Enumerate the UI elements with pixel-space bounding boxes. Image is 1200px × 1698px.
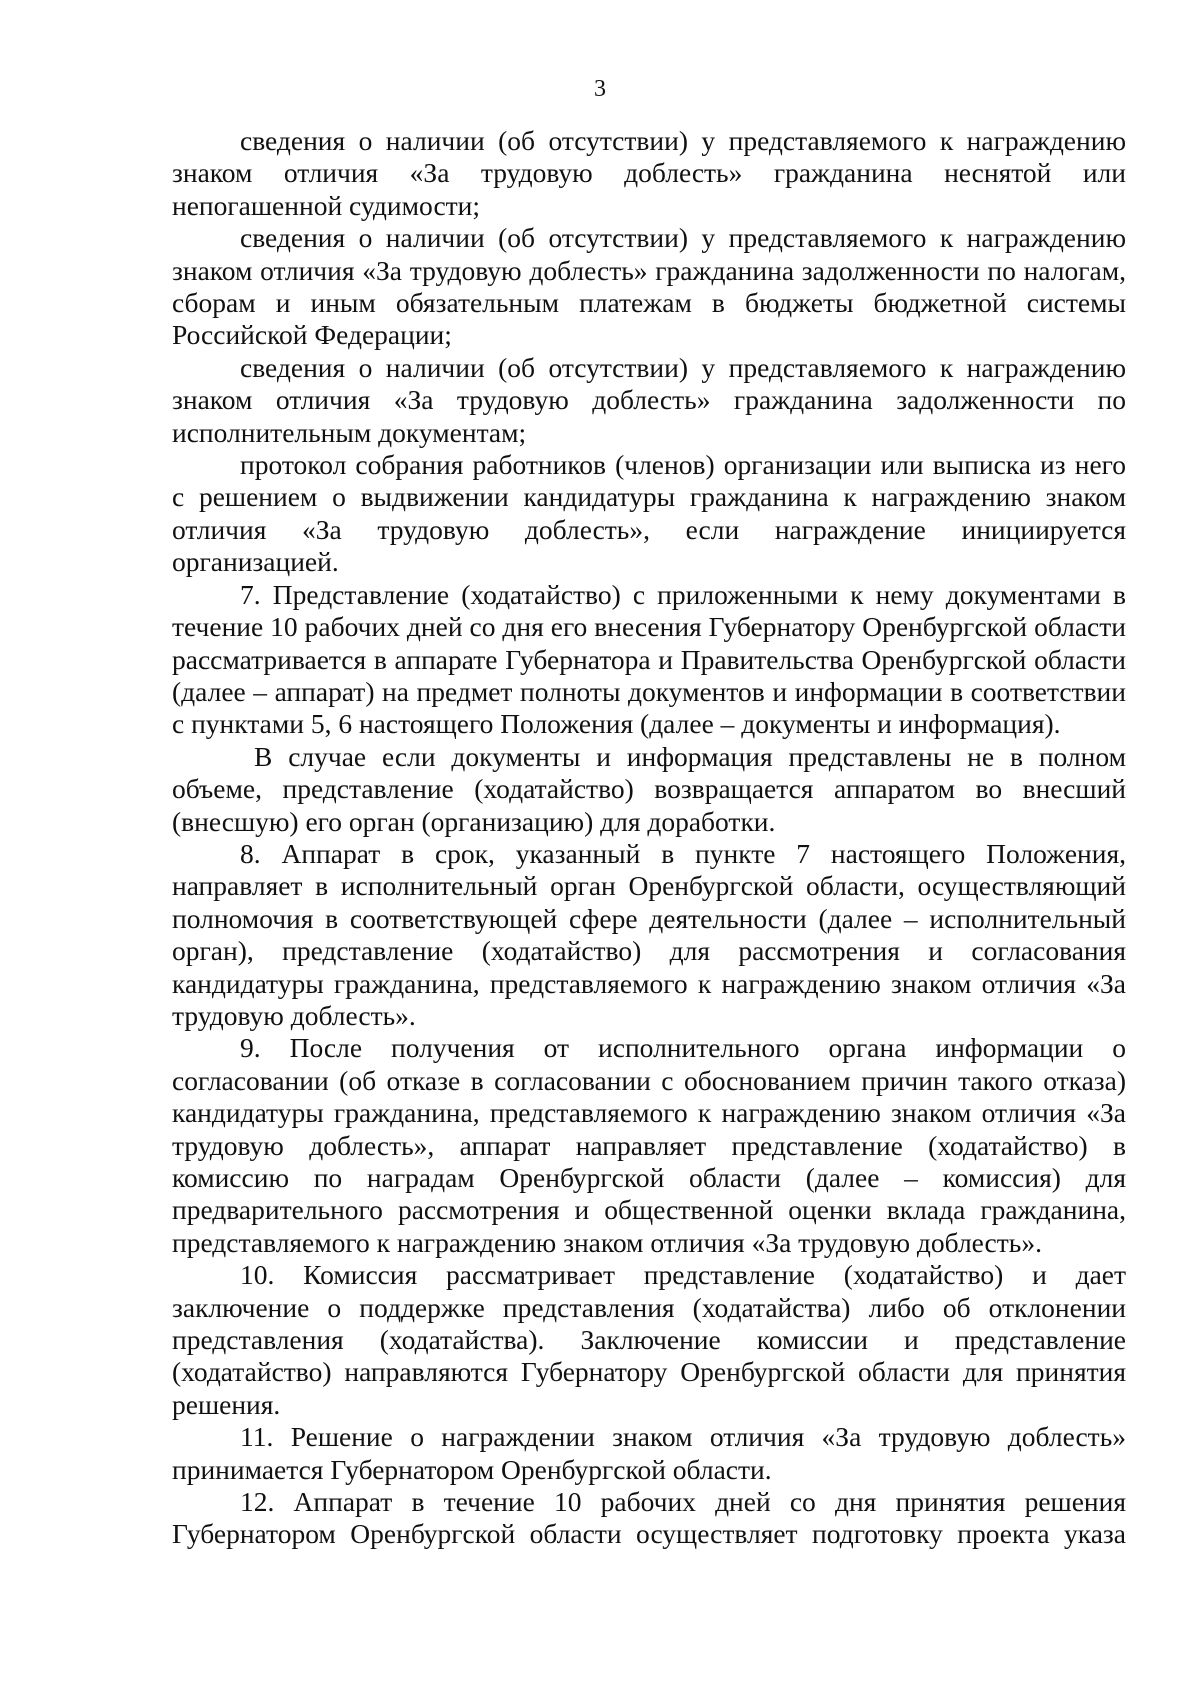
page-number: 3 [594,76,606,102]
paragraph-item-7: 7. Представление (ходатайство) с приложенными к нему документами в течение 10 рабочих дней со дня его внесения Губернатору Оренбургской области рассматривается в аппарате Губернатора и Правительства Оренбургской области (далее – аппарат) на предмет полноты документов и информации в соответствии с пунктами 5, 6 настоящего Положения (далее – документы и информация). [172,578,1126,740]
paragraph-item-10: 10. Комиссия рассматривает представление (ходатайство) и дает заключение о поддержке представления (ходатайства) либо об отклонении представления (ходатайства). Заключение комиссии и представление (ходатайство) направляются Губернатору Оренбургской области для принятия решения. [172,1259,1126,1420]
paragraph-enforcement-debt-info: сведения о наличии (об отсутствии) у представляемого к награждению знаком отличия «За трудовую доблесть» гражданина задолженности по исполнительным документам; [172,351,1126,448]
paragraph-criminal-record-info: сведения о наличии (об отсутствии) у представляемого к награждению знаком отличия «За трудовую доблесть» гражданина неснятой или непогашенной судимости; [172,125,1126,221]
paragraph-item-11: 11. Решение о награждении знаком отличия «За трудовую доблесть» принимается Губернатором Оренбургской области. [172,1421,1126,1485]
paragraph-item-12: 12. Аппарат в течение 10 рабочих дней со дня принятия решения Губернатором Оренбургской области осуществляет подготовку проекта указа [172,1486,1126,1550]
paragraph-item-8: 8. Аппарат в срок, указанный в пункте 7 настоящего Положения, направляет в исполнительный орган Оренбургской области, осуществляющий полномочия в соответствующей сфере деятельности (далее – исполнительный орган), представление (ходатайство) для рассмотрения и согласования кандидатуры гражданина, представляемого к награждению знаком отличия «За трудовую доблесть». [172,837,1126,1031]
paragraph-item-9: 9. После получения от исполнительного органа информации о согласовании (об отказе в согласовании с обоснованием причин такого отказа) кандидатуры гражданина, представляемого к награждению знаком отличия «За трудовую доблесть», аппарат направляет представление (ходатайство) в комиссию по наградам Оренбургской области (далее – комиссия) для предварительного рассмотрения и общественной оценки вклада гражданина, представляемого к награждению знаком отличия «За трудовую доблесть». [172,1032,1126,1258]
document-body [172,125,1126,1551]
paragraph-meeting-protocol: протокол собрания работников (членов) организации или выписка из него с решением о выдвижении кандидатуры гражданина к награждению знаком отличия «За трудовую доблесть», если награждение инициируется организацией. [172,449,1126,578]
paragraph-incomplete-documents: В случае если документы и информация представлены не в полном объеме, представление (ходатайство) возвращается аппаратом во внесший (внесшую) его орган (организацию) для доработки. [172,740,1126,837]
paragraph-tax-debt-info: сведения о наличии (об отсутствии) у представляемого к награждению знаком отличия «За трудовую доблесть» гражданина задолженности по налогам, сборам и иным обязательным платежам в бюджеты бюджетной системы Российской Федерации; [172,222,1126,351]
